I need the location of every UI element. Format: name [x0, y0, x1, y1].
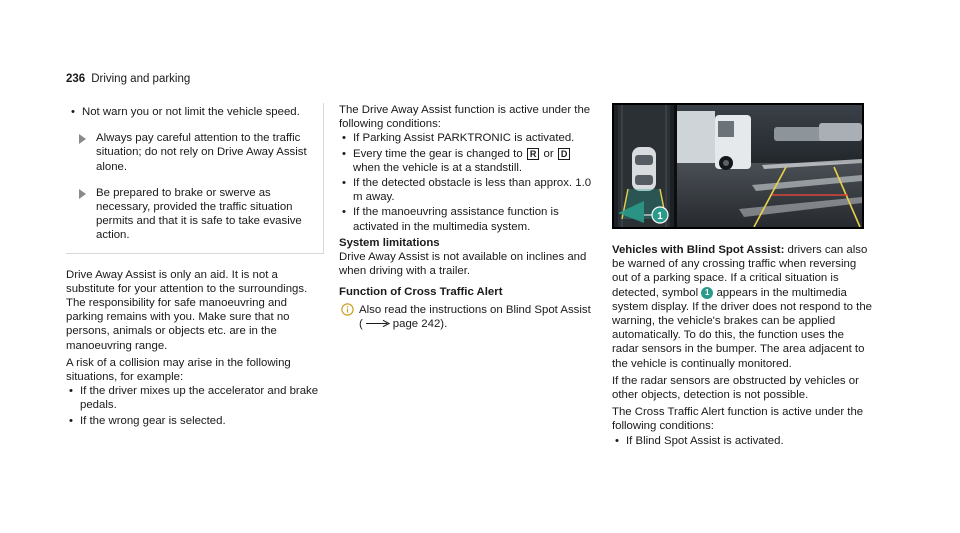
list-item: • If Parking Assist PARKTRONIC is activated.: [339, 131, 597, 145]
callout-number-badge: 1: [701, 287, 713, 299]
paragraph: Drive Away Assist is only an aid. It is not a substitute for your attention to the surroundings. The responsibility for safe manoeuvring and parking remains with you. Make sure that no persons, animals or objects etc. are in the manoeuvring range.: [66, 268, 308, 352]
paragraph: Drive Away Assist is not available on inclines and when driving with a trailer.: [339, 251, 587, 278]
subheading: Function of Cross Traffic Alert: [339, 286, 503, 299]
page-header: [66, 72, 190, 86]
paragraph: A risk of a collision may arise in the following situations, for example:: [66, 356, 291, 384]
paragraph-text: appears in the multimedia system display. If the driver does not respond to the warning, the vehicle's brakes can be applied automatically. To do this, the function uses the radar sensors in the bumper. The area adjacent to the vehicle is continually monitored.: [612, 286, 873, 370]
page-reference-link[interactable]: page 242).: [392, 317, 448, 330]
paragraph: The Drive Away Assist function is active under the following conditions:: [339, 104, 591, 131]
list-item: • If the driver mixes up the accelerator and brake pedals.: [66, 384, 324, 412]
list-item: • If Blind Spot Assist is activated.: [612, 434, 872, 448]
column-right: [612, 103, 872, 449]
rear-camera-illustration: [614, 105, 862, 227]
list-item: • If the manoeuvring assistance function is activated in the multimedia system.: [339, 205, 597, 233]
note-bullet: • Not warn you or not limit the vehicle speed.: [68, 105, 317, 119]
section-title: Driving and parking: [91, 73, 191, 85]
page-number: 236: [66, 73, 86, 85]
paragraph: The Cross Traffic Alert function is active under the following conditions:: [612, 406, 864, 433]
info-text: Also read the instructions on Blind Spot Assist (: [359, 303, 591, 330]
paragraph-text: drivers can also be warned of any crossing traffic when reversing out of a parking space. If a critical situation is detected, symbol: [612, 244, 868, 299]
list-item-text: Every time the gear is changed to: [353, 147, 523, 160]
paragraph-lead: Vehicles with Blind Spot Assist:: [612, 244, 785, 256]
list-item: [339, 147, 597, 175]
warning-box: [66, 103, 324, 254]
list-item-text: or: [543, 147, 554, 160]
image-callout-number: 1: [657, 211, 663, 222]
warning-item: [66, 131, 317, 174]
paragraph: [612, 243, 872, 371]
gear-r-symbol: R: [527, 148, 540, 160]
subheading: System limitations: [339, 236, 440, 249]
gear-d-symbol: D: [558, 148, 571, 160]
arrow-right-icon: [365, 319, 391, 328]
info-icon: [341, 303, 354, 316]
warning-item: [66, 186, 317, 243]
list-item: • If the detected obstacle is less than approx. 1.0 m away.: [339, 176, 597, 204]
column-left: [66, 103, 324, 429]
triangle-right-icon: [79, 134, 86, 144]
triangle-right-icon: [79, 189, 86, 199]
paragraph: If the radar sensors are obstructed by vehicles or other objects, detection is not possible.: [612, 374, 859, 402]
camera-image: [612, 103, 864, 229]
list-item-text: when the vehicle is at a standstill.: [353, 161, 523, 174]
column-middle: [339, 103, 597, 331]
warning-text: Always pay careful attention to the traffic situation; do not rely on Drive Away Assist alone.: [96, 132, 307, 173]
info-note: [339, 303, 597, 331]
list-item: • If the wrong gear is selected.: [66, 414, 324, 428]
warning-text: Be prepared to brake or swerve as necessary, provided the traffic situation permits and that it is safe to take evasive action.: [96, 186, 302, 242]
